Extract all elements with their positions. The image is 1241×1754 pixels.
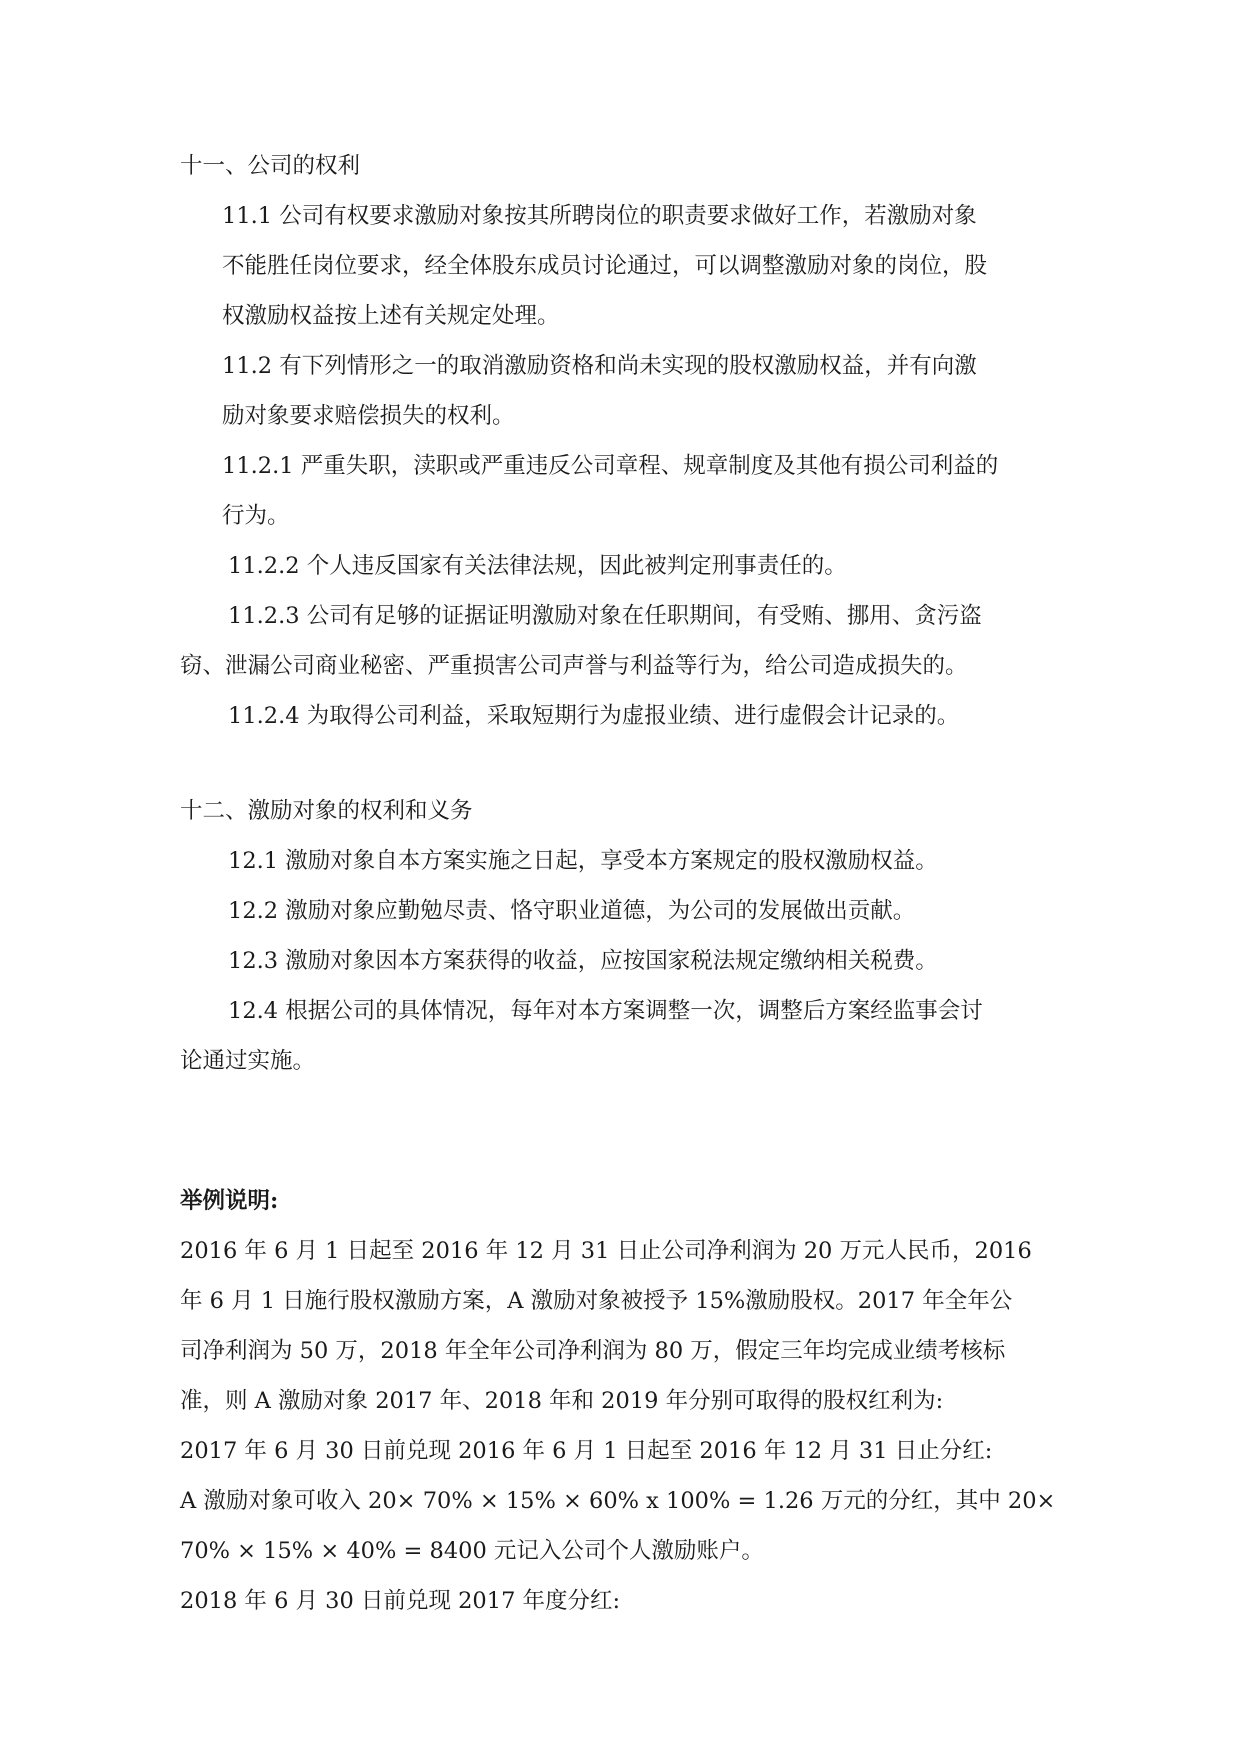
clause-11-1-line-1: 11.1 公司有权要求激励对象按其所聘岗位的职责要求做好工作，若激励对象 bbox=[222, 203, 977, 229]
example-line-7: 70% × 15% × 40% = 8400 元记入公司个人激励账户。 bbox=[180, 1538, 764, 1564]
clause-11-2-3-line-2: 窃、泄漏公司商业秘密、严重损害公司声誉与利益等行为，给公司造成损失的。 bbox=[180, 653, 968, 679]
section-11-heading: 十一、公司的权利 bbox=[180, 153, 361, 179]
clause-11-2-2: 11.2.2 个人违反国家有关法律法规，因此被判定刑事责任的。 bbox=[228, 553, 847, 579]
example-line-6: A 激励对象可收入 20× 70% × 15% × 60% x 100% = 1.26 万元的分红，其中 20× bbox=[180, 1488, 1056, 1514]
clause-11-2-line-1: 11.2 有下列情形之一的取消激励资格和尚未实现的股权激励权益，并有向激 bbox=[222, 353, 977, 379]
clause-11-2-1-line-1: 11.2.1 严重失职，渎职或严重违反公司章程、规章制度及其他有损公司利益的 bbox=[222, 453, 999, 479]
example-line-4: 准，则 A 激励对象 2017 年、2018 年和 2019 年分别可取得的股权红利为: bbox=[180, 1388, 944, 1414]
clause-11-1-line-2: 不能胜任岗位要求，经全体股东成员讨论通过，可以调整激励对象的岗位，股 bbox=[222, 253, 988, 279]
clause-12-1: 12.1 激励对象自本方案实施之日起，享受本方案规定的股权激励权益。 bbox=[228, 848, 938, 874]
example-line-2: 年 6 月 1 日施行股权激励方案，A 激励对象被授予 15%激励股权。2017 年全年公 bbox=[180, 1288, 1013, 1314]
example-heading: 举例说明: bbox=[180, 1188, 279, 1214]
clause-11-2-1-line-2: 行为。 bbox=[222, 503, 290, 529]
clause-11-2-line-2: 励对象要求赔偿损失的权利。 bbox=[222, 403, 515, 429]
section-12-heading: 十二、激励对象的权利和义务 bbox=[180, 798, 473, 824]
clause-12-2: 12.2 激励对象应勤勉尽责、恪守职业道德，为公司的发展做出贡献。 bbox=[228, 898, 916, 924]
clause-12-4-line-1: 12.4 根据公司的具体情况，每年对本方案调整一次，调整后方案经监事会讨 bbox=[228, 998, 983, 1024]
example-line-5: 2017 年 6 月 30 日前兑现 2016 年 6 月 1 日起至 2016 年 12 月 31 日止分红: bbox=[180, 1438, 993, 1464]
example-line-8: 2018 年 6 月 30 日前兑现 2017 年度分红: bbox=[180, 1588, 621, 1614]
clause-11-2-3-line-1: 11.2.3 公司有足够的证据证明激励对象在任职期间，有受贿、挪用、贪污盗 bbox=[228, 603, 982, 629]
clause-11-2-4: 11.2.4 为取得公司利益，采取短期行为虚报业绩、进行虚假会计记录的。 bbox=[228, 703, 960, 729]
clause-12-3: 12.3 激励对象因本方案获得的收益，应按国家税法规定缴纳相关税费。 bbox=[228, 948, 938, 974]
clause-12-4-line-2: 论通过实施。 bbox=[180, 1048, 316, 1074]
clause-11-1-line-3: 权激励权益按上述有关规定处理。 bbox=[222, 303, 560, 329]
example-line-1: 2016 年 6 月 1 日起至 2016 年 12 月 31 日止公司净利润为 20 万元人民币，2016 bbox=[180, 1238, 1032, 1264]
example-line-3: 司净利润为 50 万，2018 年全年公司净利润为 80 万，假定三年均完成业绩考核标 bbox=[180, 1338, 1006, 1364]
